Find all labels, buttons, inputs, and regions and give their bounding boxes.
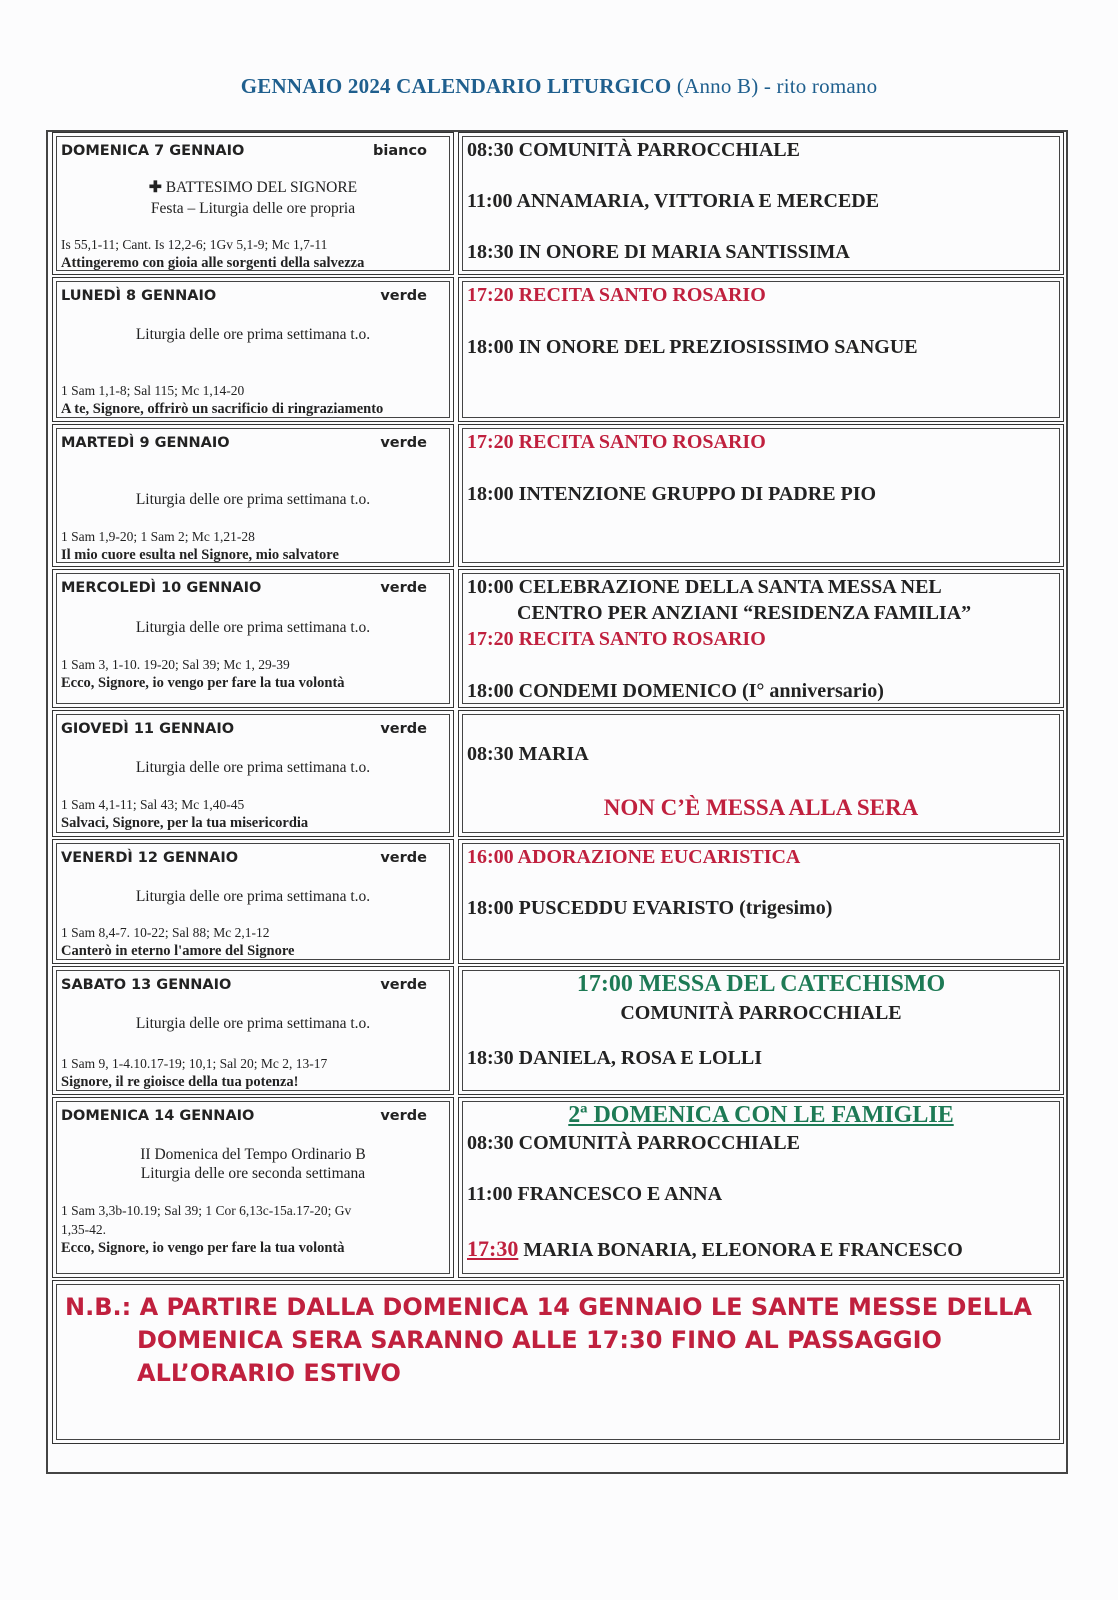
mass-cell bbox=[458, 424, 1064, 567]
mass-entry: 11:00 ANNAMARIA, VITTORIA E MERCEDE bbox=[467, 190, 880, 212]
mass-entry: 18:30 IN ONORE DI MARIA SANTISSIMA bbox=[467, 241, 850, 263]
notice-line-3: ALL’ORARIO ESTIVO bbox=[137, 1359, 401, 1387]
mass-cell bbox=[458, 1097, 1064, 1278]
liturgical-color: bianco bbox=[372, 143, 427, 159]
day-label: MERCOLEDÌ 10 GENNAIO bbox=[61, 580, 262, 596]
mass-entry: 18:00 PUSCEDDU EVARISTO (trigesimo) bbox=[467, 897, 833, 919]
day-info-cell bbox=[52, 132, 454, 275]
mass-entry: 08:30 MARIA bbox=[467, 743, 589, 765]
day-info-cell bbox=[52, 839, 454, 964]
mass-intention: MARIA BONARIA, ELEONORA E FRANCESCO bbox=[523, 1239, 963, 1261]
notice-text bbox=[65, 1291, 1050, 1390]
day-row bbox=[52, 839, 1064, 964]
catechism-mass: 17:00 MESSA DEL CATECHISMO bbox=[576, 971, 946, 997]
mass-cell bbox=[458, 132, 1064, 275]
page-title bbox=[0, 74, 1118, 99]
liturgical-color: verde bbox=[380, 580, 427, 596]
readings: 1 Sam 8,4-7. 10-22; Sal 88; Mc 2,1-12 bbox=[61, 925, 270, 940]
mass-cell bbox=[458, 966, 1064, 1095]
adoration-entry: 16:00 ADORAZIONE EUCARISTICA bbox=[467, 846, 801, 868]
rosary-entry: 17:20 RECITA SANTO ROSARIO bbox=[467, 628, 766, 650]
title-anno: (Anno B) - rito romano bbox=[676, 74, 878, 98]
liturgical-color: verde bbox=[380, 288, 427, 304]
feast-title: Liturgia delle ore prima settimana t.o. bbox=[135, 1015, 371, 1032]
readings: 1 Sam 9, 1-4.10.17-19; 10,1; Sal 20; Mc 2, 13-17 bbox=[61, 1056, 328, 1071]
mass-entry: 18:00 INTENZIONE GRUPPO DI PADRE PIO bbox=[467, 483, 877, 505]
psalm-motto: Canterò in eterno l'amore del Signore bbox=[61, 943, 295, 959]
liturgical-color: verde bbox=[380, 721, 427, 737]
mass-entry: 18:00 IN ONORE DEL PREZIOSISSIMO SANGUE bbox=[467, 336, 918, 358]
day-row bbox=[52, 424, 1064, 567]
mass-entry: 10:00 CELEBRAZIONE DELLA SANTA MESSA NEL bbox=[467, 576, 942, 598]
mass-cell bbox=[458, 569, 1064, 708]
mass-cell bbox=[458, 839, 1064, 964]
day-label: GIOVEDÌ 11 GENNAIO bbox=[61, 721, 235, 737]
psalm-motto: Il mio cuore esulta nel Signore, mio salvatore bbox=[61, 547, 339, 563]
families-sunday-title: 2ª DOMENICA CON LE FAMIGLIE bbox=[568, 1102, 954, 1128]
readings: 1 Sam 3, 1-10. 19-20; Sal 39; Mc 1, 29-39 bbox=[61, 657, 290, 672]
psalm-motto: Signore, il re gioisce della tua potenza! bbox=[61, 1074, 299, 1090]
feast-title: Liturgia delle ore prima settimana t.o. bbox=[135, 491, 371, 508]
mass-entry-continued: CENTRO PER ANZIANI “RESIDENZA FAMILIA” bbox=[517, 602, 972, 624]
liturgical-color: verde bbox=[380, 1108, 427, 1124]
psalm-motto: Attingeremo con gioia alle sorgenti della salvezza bbox=[61, 255, 365, 271]
feast-title: ✚ BATTESIMO DEL SIGNORE bbox=[148, 179, 358, 196]
readings: 1 Sam 3,3b-10.19; Sal 39; 1 Cor 6,13c-15a.17-20; Gv bbox=[61, 1203, 352, 1218]
day-label: DOMENICA 7 GENNAIO bbox=[61, 143, 245, 159]
liturgical-color: verde bbox=[380, 850, 427, 866]
day-label: SABATO 13 GENNAIO bbox=[61, 977, 232, 993]
cross-icon: ✚ bbox=[148, 179, 162, 196]
psalm-motto: Ecco, Signore, io vengo per fare la tua volontà bbox=[61, 1240, 345, 1256]
psalm-motto: A te, Signore, offrirò un sacrificio di ringraziamento bbox=[61, 401, 384, 417]
readings: Is 55,1-11; Cant. Is 12,2-6; 1Gv 5,1-9; Mc 1,7-11 bbox=[61, 237, 328, 252]
day-info-cell bbox=[52, 710, 454, 837]
mass-entry: 11:00 FRANCESCO E ANNA bbox=[467, 1183, 723, 1205]
day-info-cell bbox=[52, 1097, 454, 1278]
day-label: LUNEDÌ 8 GENNAIO bbox=[61, 288, 217, 304]
readings-continued: 1,35-42. bbox=[61, 1222, 106, 1237]
notice-line-1: N.B.: A PARTIRE DALLA DOMENICA 14 GENNAIO LE SANTE MESSE DELLA bbox=[65, 1293, 1032, 1321]
readings: 1 Sam 1,1-8; Sal 115; Mc 1,14-20 bbox=[61, 383, 245, 398]
mass-cell bbox=[458, 710, 1064, 837]
day-label: VENERDÌ 12 GENNAIO bbox=[61, 850, 239, 866]
day-row bbox=[52, 966, 1064, 1095]
feast-subtitle: Festa – Liturgia delle ore propria bbox=[150, 200, 356, 217]
rosary-entry: 17:20 RECITA SANTO ROSARIO bbox=[467, 284, 766, 306]
mass-entry-subtitle: COMUNITÀ PARROCCHIALE bbox=[620, 1002, 902, 1024]
mass-entry: 18:00 CONDEMI DOMENICO (I° anniversario) bbox=[467, 680, 884, 702]
evening-mass-time: 17:30 bbox=[467, 1236, 519, 1261]
day-info-cell bbox=[52, 569, 454, 708]
mass-entry: 08:30 COMUNITÀ PARROCCHIALE bbox=[467, 139, 800, 161]
feast-subtitle: Liturgia delle ore seconda settimana bbox=[140, 1165, 366, 1182]
notice-box bbox=[52, 1280, 1064, 1444]
liturgical-color: verde bbox=[380, 435, 427, 451]
day-label: DOMENICA 14 GENNAIO bbox=[61, 1108, 255, 1124]
feast-title: II Domenica del Tempo Ordinario B bbox=[140, 1146, 366, 1163]
day-info-cell bbox=[52, 277, 454, 422]
psalm-motto: Salvaci, Signore, per la tua misericordia bbox=[61, 815, 309, 831]
liturgical-color: verde bbox=[380, 977, 427, 993]
feast-title: Liturgia delle ore prima settimana t.o. bbox=[135, 619, 371, 636]
mass-entry: 18:30 DANIELA, ROSA E LOLLI bbox=[467, 1047, 763, 1069]
feast-title: Liturgia delle ore prima settimana t.o. bbox=[135, 759, 371, 776]
feast-title: Liturgia delle ore prima settimana t.o. bbox=[135, 326, 371, 343]
day-row bbox=[52, 277, 1064, 422]
day-row bbox=[52, 132, 1064, 275]
day-label: MARTEDÌ 9 GENNAIO bbox=[61, 435, 230, 451]
mass-entry: 08:30 COMUNITÀ PARROCCHIALE bbox=[467, 1132, 800, 1154]
day-row bbox=[52, 710, 1064, 837]
readings: 1 Sam 1,9-20; 1 Sam 2; Mc 1,21-28 bbox=[61, 529, 255, 544]
psalm-motto: Ecco, Signore, io vengo per fare la tua volontà bbox=[61, 675, 345, 691]
readings: 1 Sam 4,1-11; Sal 43; Mc 1,40-45 bbox=[61, 797, 245, 812]
mass-cell bbox=[458, 277, 1064, 422]
no-evening-mass-notice: NON C’È MESSA ALLA SERA bbox=[603, 795, 919, 820]
title-main: GENNAIO 2024 CALENDARIO LITURGICO bbox=[240, 74, 672, 98]
day-row bbox=[52, 1097, 1064, 1278]
rosary-entry: 17:20 RECITA SANTO ROSARIO bbox=[467, 431, 766, 453]
day-row bbox=[52, 569, 1064, 708]
day-info-cell bbox=[52, 966, 454, 1095]
feast-title: Liturgia delle ore prima settimana t.o. bbox=[135, 888, 371, 905]
mass-entry bbox=[467, 1236, 963, 1263]
notice-line-2: DOMENICA SERA SARANNO ALLE 17:30 FINO AL PASSAGGIO bbox=[137, 1326, 942, 1354]
day-info-cell bbox=[52, 424, 454, 567]
